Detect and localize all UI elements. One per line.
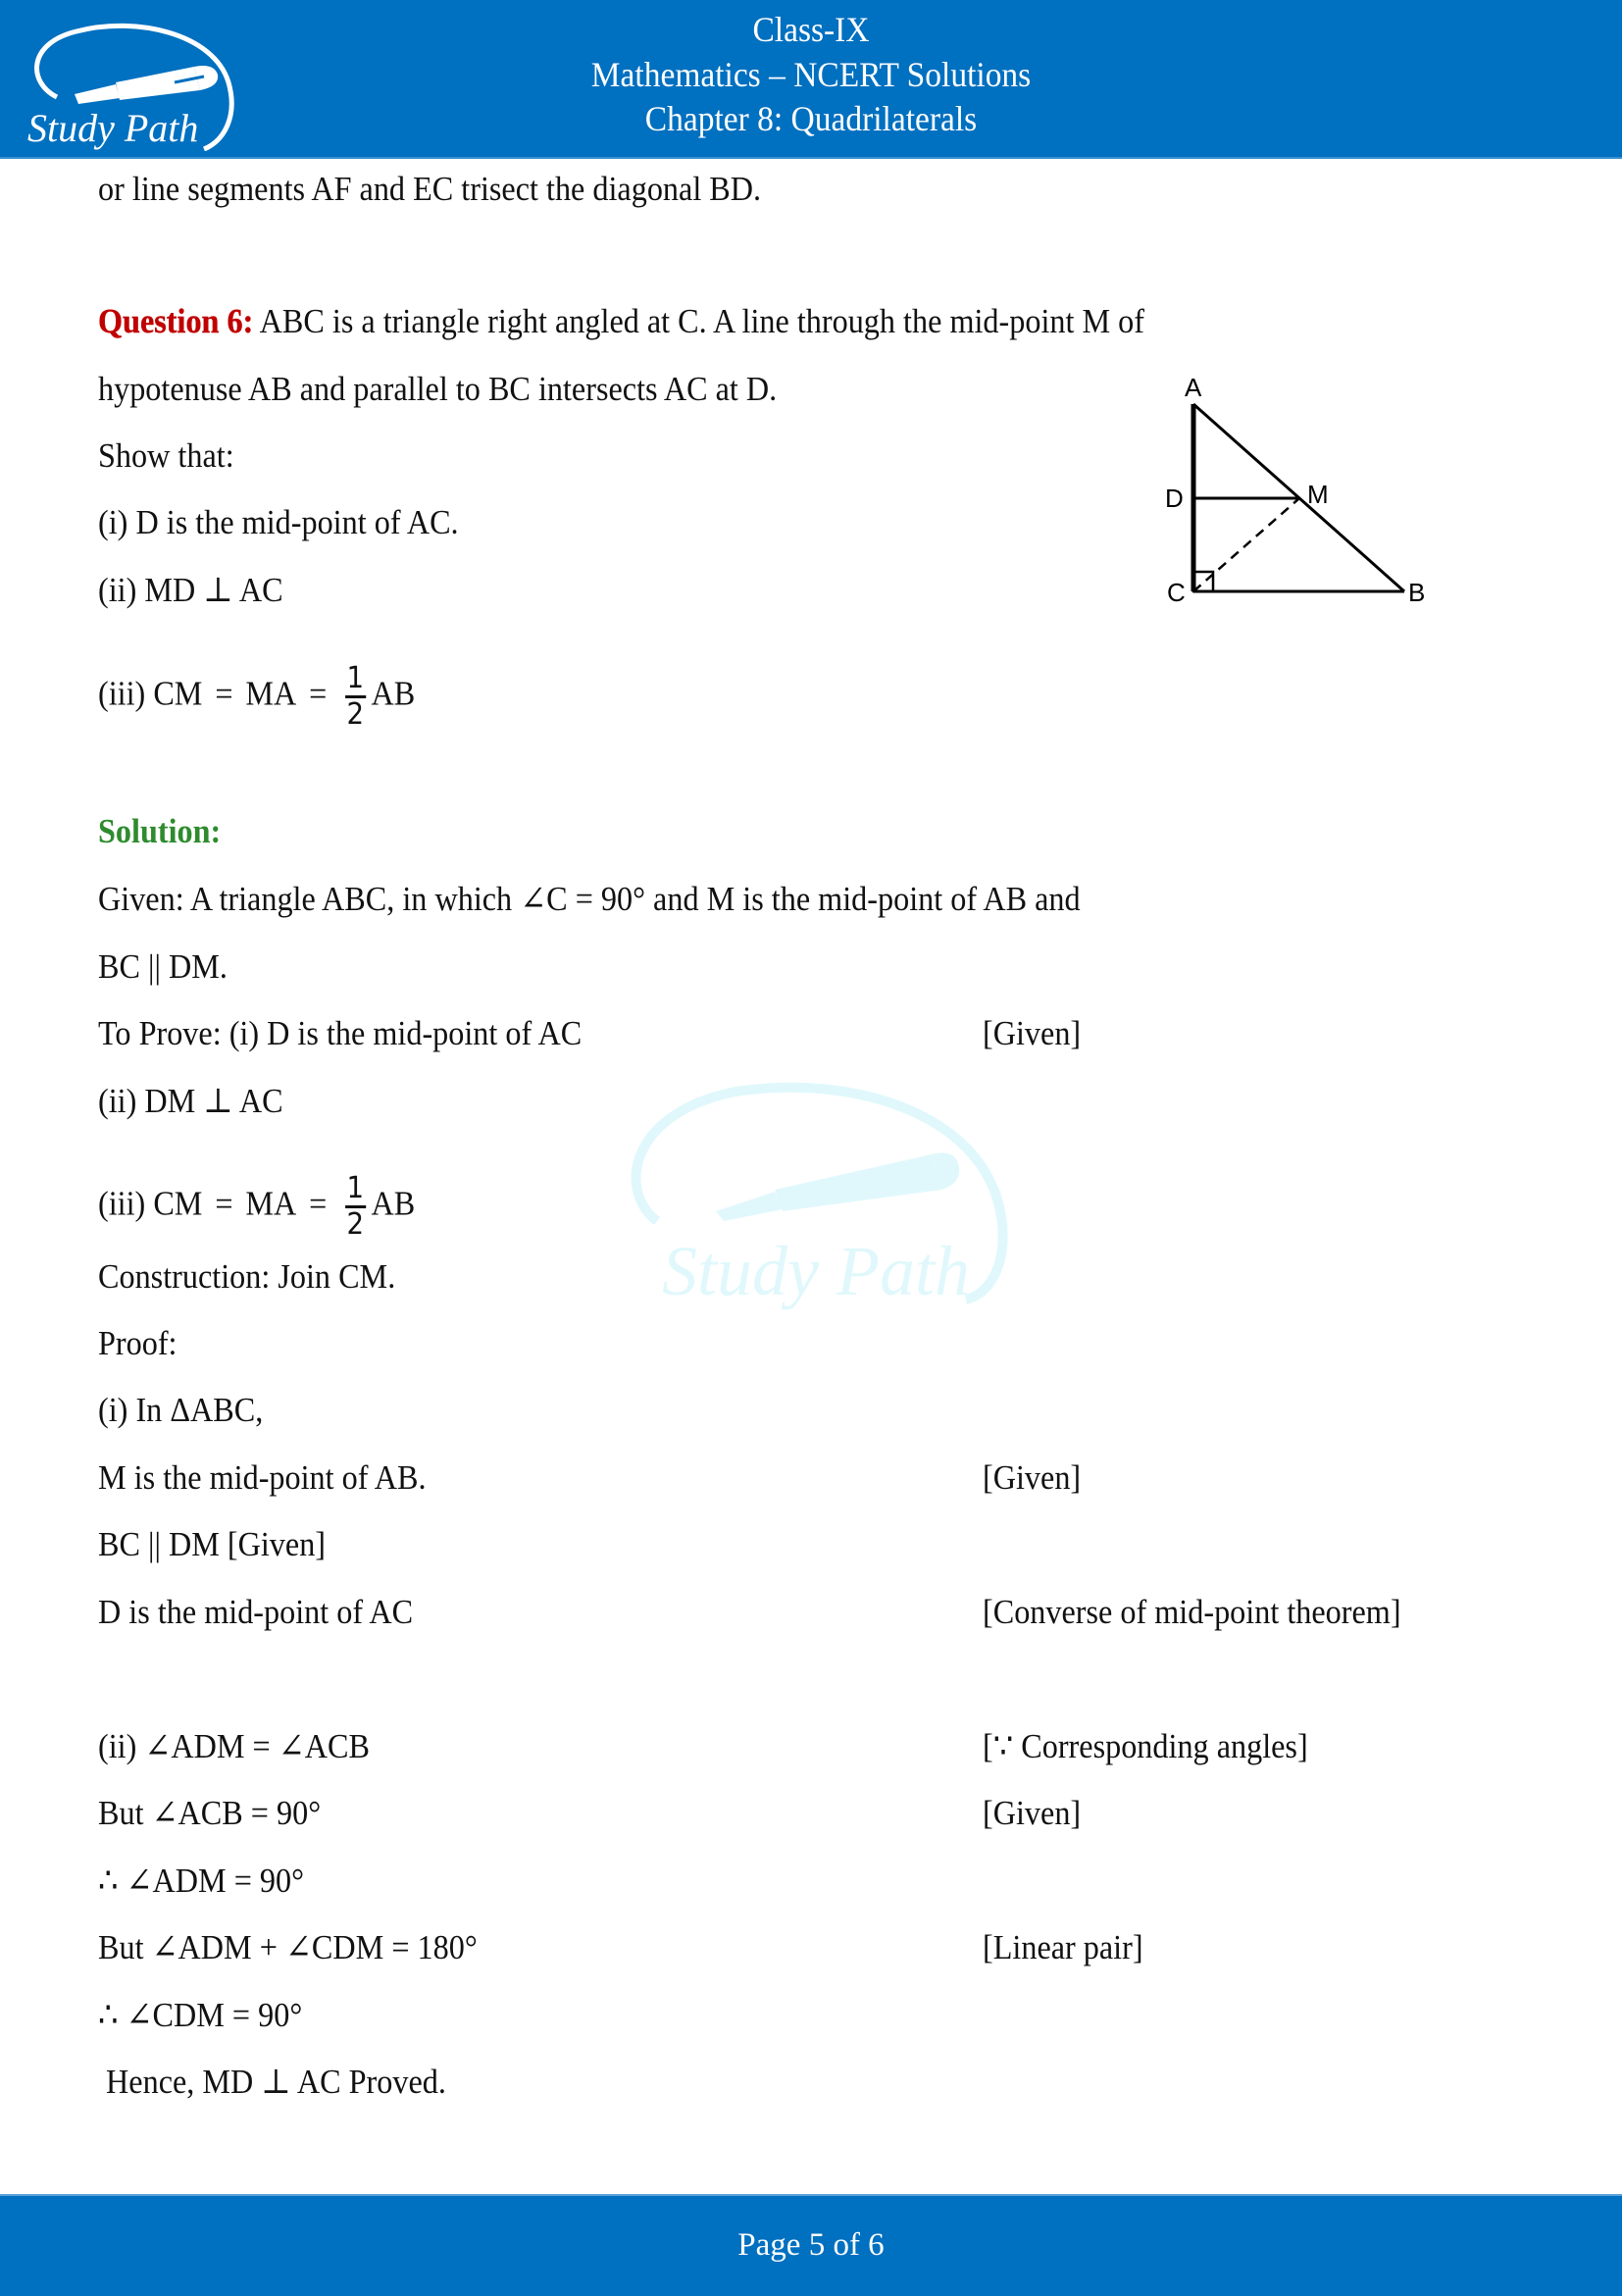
segment-cm-dashed <box>1193 498 1299 591</box>
proof-step-note: [Given] <box>983 1458 1082 1497</box>
given-line-2: BC || DM. <box>98 947 228 986</box>
page-footer <box>0 2194 1622 2296</box>
question-line-2: hypotenuse AB and parallel to BC intersects AC at D. <box>98 370 778 408</box>
label-c: C <box>1167 578 1186 607</box>
to-prove-iii-mid: MA <box>245 1184 297 1223</box>
carryover-text: or line segments AF and EC trisect the diagonal BD. <box>98 170 762 208</box>
proof-step: ∴ ∠ADM = 90° <box>98 1862 305 1900</box>
to-prove-iii <box>98 1172 415 1242</box>
part-iii-suffix: AB <box>371 674 416 713</box>
to-prove-ii: (ii) DM ⊥ AC <box>98 1082 283 1120</box>
header-chapter: Chapter 8: Quadrilaterals <box>644 99 978 138</box>
triangle-diagram <box>1157 373 1451 608</box>
proof-step: (i) In ΔABC, <box>98 1391 264 1429</box>
proof-step-note: [∵ Corresponding angles] <box>983 1727 1308 1765</box>
svg-text:Study Path: Study Path <box>662 1232 970 1310</box>
question-part-iii <box>98 662 415 732</box>
watermark-logo <box>618 1074 1020 1319</box>
part-iii-prefix: (iii) CM <box>98 674 203 713</box>
to-prove-iii-prefix: (iii) CM <box>98 1184 203 1223</box>
given-line-1: Given: A triangle ABC, in which ∠C = 90° and M is the mid-point of AB and <box>98 880 1081 918</box>
equals-sign: = <box>215 1184 233 1223</box>
fraction-numerator: 1 <box>345 662 366 698</box>
equals-sign: = <box>215 674 233 713</box>
logo-text: Study Path <box>27 106 199 150</box>
construction: Construction: Join CM. <box>98 1257 396 1296</box>
question-part-i: (i) D is the mid-point of AC. <box>98 503 459 541</box>
label-b: B <box>1408 578 1426 607</box>
label-a: A <box>1185 373 1202 402</box>
proof-step: (ii) ∠ADM = ∠ACB <box>98 1727 370 1765</box>
proof-step: BC || DM [Given] <box>98 1525 327 1563</box>
proof-step: But ∠ADM + ∠CDM = 180° <box>98 1928 478 1966</box>
proof-step: D is the mid-point of AC <box>98 1593 414 1631</box>
proof-conclusion: Hence, MD ⊥ AC Proved. <box>98 2063 446 2101</box>
proof-label: Proof: <box>98 1324 177 1362</box>
page-number: Page 5 of 6 <box>737 2227 885 2263</box>
to-prove-i: To Prove: (i) D is the mid-point of AC <box>98 1014 583 1052</box>
label-d: D <box>1165 484 1184 513</box>
equals-sign: = <box>309 1184 328 1223</box>
proof-step-note: [Converse of mid-point theorem] <box>983 1593 1401 1631</box>
page-header <box>0 0 1622 159</box>
proof-step-note: [Linear pair] <box>983 1928 1143 1966</box>
fraction-denominator: 2 <box>346 1207 365 1242</box>
solution-label: Solution: <box>98 812 222 850</box>
part-iii-mid: MA <box>245 674 297 713</box>
to-prove-iii-suffix: AB <box>371 1184 416 1223</box>
fraction-numerator: 1 <box>345 1172 366 1208</box>
question-label: Question 6: <box>98 302 254 340</box>
proof-step: M is the mid-point of AB. <box>98 1458 427 1497</box>
fraction-half <box>345 1172 366 1242</box>
proof-step: But ∠ACB = 90° <box>98 1794 322 1832</box>
fraction-denominator: 2 <box>346 697 365 732</box>
question-text: ABC is a triangle right angled at C. A line through the mid-point M of <box>253 302 1145 340</box>
question-line-1 <box>98 302 1144 341</box>
show-that: Show that: <box>98 436 234 475</box>
proof-step-note: [Given] <box>983 1794 1082 1832</box>
question-part-ii: (ii) MD ⊥ AC <box>98 571 283 609</box>
label-m: M <box>1307 480 1329 509</box>
fraction-half <box>345 662 366 732</box>
to-prove-i-note: [Given] <box>983 1014 1082 1052</box>
equals-sign: = <box>309 674 328 713</box>
header-class: Class-IX <box>752 10 870 49</box>
header-subject: Mathematics – NCERT Solutions <box>590 54 1032 94</box>
proof-step: ∴ ∠CDM = 90° <box>98 1996 303 2034</box>
